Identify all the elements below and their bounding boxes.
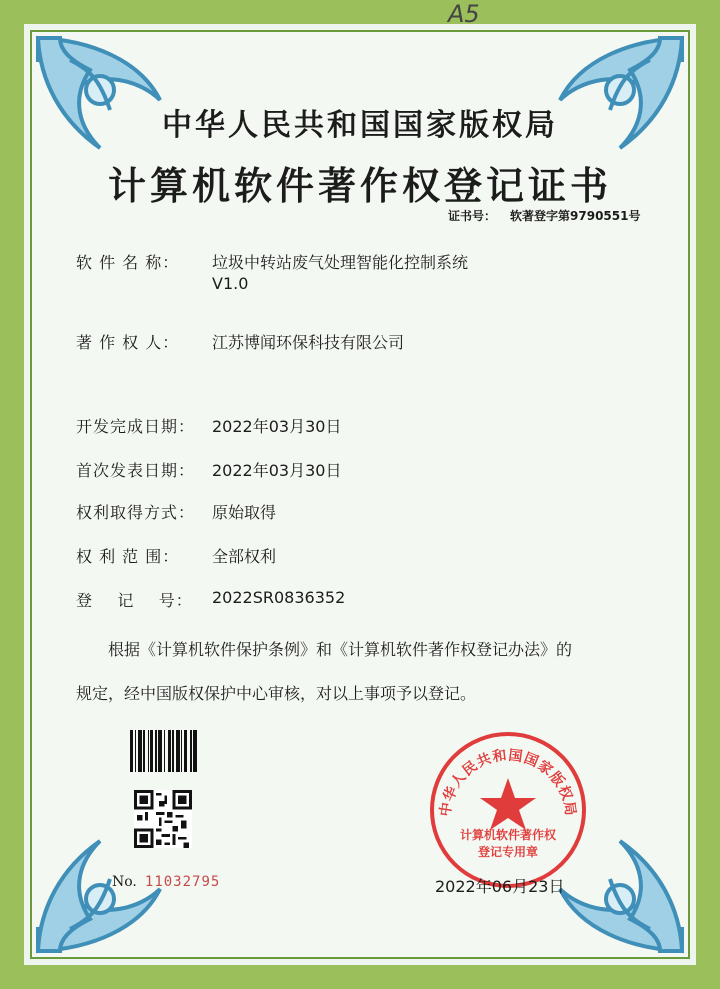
publish-date-row <box>76 458 341 481</box>
statement-line-2: 规定，经中国版权保护中心审核，对以上事项予以登记。 <box>76 684 477 703</box>
registration-number-row <box>76 588 345 611</box>
seal-text-line-1: 计算机软件著作权 <box>459 828 556 842</box>
serial-number-label: No. <box>112 874 137 890</box>
statement-line-1: 根据《计算机软件保护条例》和《计算机软件著作权登记办法》的 <box>108 640 573 659</box>
seal-text-line-2: 登记专用章 <box>477 845 538 859</box>
barcode <box>130 730 214 772</box>
owner-value: 江苏博闻环保科技有限公司 <box>212 333 405 352</box>
issue-date: 2022年06月23日 <box>435 877 565 896</box>
publish-date-label: 首次发表日期： <box>76 461 196 480</box>
completion-date-row <box>76 414 341 437</box>
completion-date-value: 2022年03月30日 <box>212 417 342 436</box>
completion-date-label: 开发完成日期： <box>76 417 196 436</box>
certificate-number-value: 软著登字第9790551号 <box>510 209 641 223</box>
certificate-number-label: 证书号： <box>448 209 497 223</box>
rights-scope-row <box>76 544 276 567</box>
corner-ornament-bottom-left <box>30 829 180 959</box>
owner-label: 著 作 权 人： <box>76 333 180 352</box>
rights-scope-label: 权 利 范 围： <box>76 547 180 566</box>
registration-number-value: 2022SR0836352 <box>212 588 346 607</box>
issuing-authority: 中华人民共和国国家版权局 <box>162 108 558 143</box>
certificate-title: 计算机软件著作权登记证书 <box>107 163 612 208</box>
software-version-value: V1.0 <box>212 274 249 293</box>
certificate-number <box>448 207 654 224</box>
seal-arc-text: 中华人民共和国国家版权局 <box>437 747 579 818</box>
software-name-label: 软 件 名 称： <box>76 253 180 272</box>
rights-scope-value: 全部权利 <box>212 547 277 566</box>
official-seal <box>428 730 588 890</box>
software-version-row <box>76 274 248 293</box>
publish-date-value: 2022年03月30日 <box>212 461 342 480</box>
seal-star-icon <box>480 778 536 830</box>
owner-row <box>76 330 404 353</box>
acquire-method-row <box>76 500 276 523</box>
handwritten-mark: A5 <box>448 0 480 28</box>
registration-number-label: 登 记 号： <box>76 591 193 610</box>
acquire-method-value: 原始取得 <box>212 503 277 522</box>
software-name-row <box>76 250 468 273</box>
serial-number <box>112 874 220 890</box>
serial-number-value: 11032795 <box>144 874 221 890</box>
software-name-value: 垃圾中转站废气处理智能化控制系统 <box>212 253 469 272</box>
acquire-method-label: 权利取得方式： <box>76 503 196 522</box>
qr-code <box>134 790 192 848</box>
